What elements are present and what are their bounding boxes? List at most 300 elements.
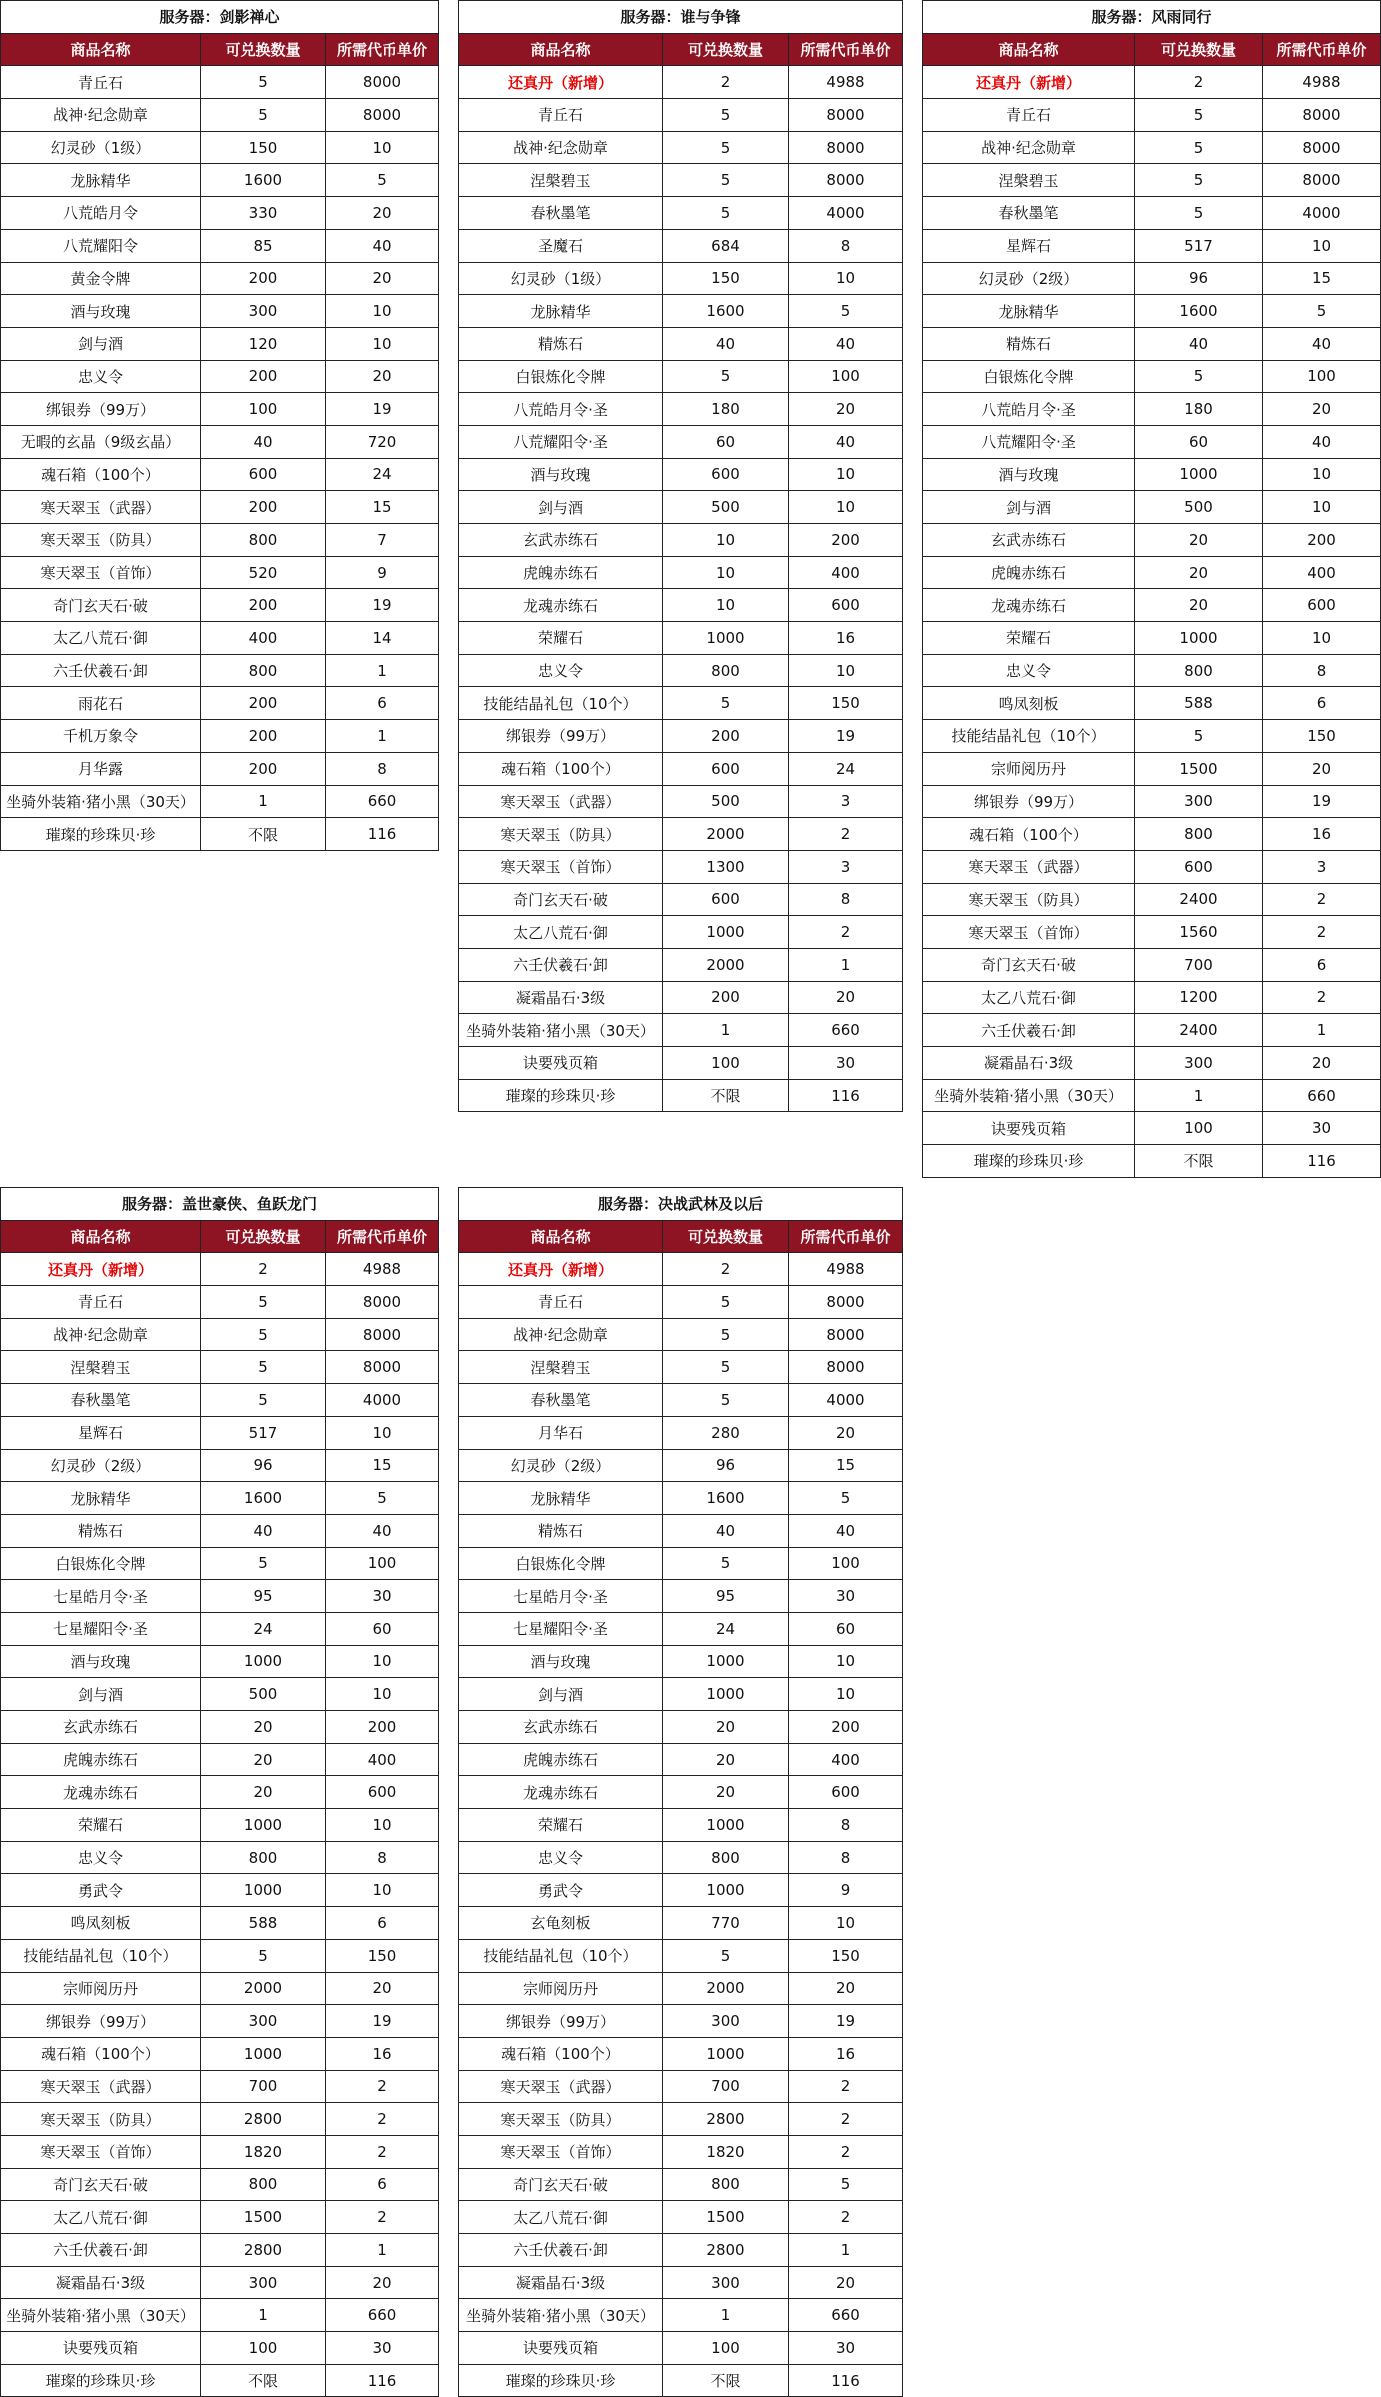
item-name-cell: 春秋墨笔 [459,1384,663,1417]
quantity-cell: 1820 [201,2135,326,2168]
table-row [1,785,439,818]
unit-price-cell: 8 [326,752,439,785]
item-name-cell: 太乙八荒石·御 [459,916,663,949]
server-table-4 [0,1187,439,2397]
unit-price-cell: 10 [1263,229,1381,262]
table-row [1,1678,439,1711]
item-name-cell: 技能结晶礼包（10个） [459,1939,663,1972]
table-row [459,99,903,132]
table-row [459,425,903,458]
quantity-cell: 2800 [663,2103,789,2136]
unit-price-cell: 24 [326,458,439,491]
unit-price-cell: 15 [326,491,439,524]
server-title: 服务器：剑影禅心 [1,1,439,34]
item-name-cell: 璀璨的珍珠贝·珍 [923,1145,1135,1178]
table-row [1,1776,439,1809]
table-row [1,556,439,589]
unit-price-cell: 15 [1263,262,1381,295]
quantity-cell: 1600 [201,1482,326,1515]
unit-price-cell: 8000 [789,131,903,164]
item-name-cell: 精炼石 [459,327,663,360]
item-name-cell: 青丘石 [1,66,201,99]
item-name-cell: 幻灵砂（2级） [459,1449,663,1482]
item-name-cell: 还真丹（新增） [459,1253,663,1286]
table-row [459,131,903,164]
table-row [459,622,903,655]
column-header-unit-price: 所需代币单价 [1263,33,1381,66]
item-name-cell: 荣耀石 [923,622,1135,655]
table-row [923,524,1381,557]
table-row [1,1972,439,2005]
unit-price-cell: 8 [789,229,903,262]
unit-price-cell: 19 [326,2005,439,2038]
item-name-cell: 圣魔石 [459,229,663,262]
item-name-cell: 青丘石 [1,1286,201,1319]
table-row [459,327,903,360]
item-name-cell: 璀璨的珍珠贝·珍 [459,2364,663,2397]
item-name-cell: 龙脉精华 [459,1482,663,1515]
table-row [459,491,903,524]
item-name-cell: 七星皓月令·圣 [459,1580,663,1613]
item-name-cell: 涅槃碧玉 [459,1351,663,1384]
table-row [1,1809,439,1842]
unit-price-cell: 40 [789,327,903,360]
unit-price-cell: 100 [1263,360,1381,393]
item-name-cell: 寒天翠玉（武器） [1,491,201,524]
table-row [459,720,903,753]
item-name-cell: 玄龟刻板 [459,1907,663,1940]
unit-price-cell: 40 [326,229,439,262]
table-row [1,2364,439,2397]
table-row [1,1939,439,1972]
item-name-cell: 八荒皓月令 [1,197,201,230]
item-name-cell: 龙魂赤练石 [459,589,663,622]
unit-price-cell: 20 [326,1972,439,2005]
item-name-cell: 凝霜晶石·3级 [923,1047,1135,1080]
quantity-cell: 100 [201,2332,326,2365]
table-row [459,1047,903,1080]
item-name-cell: 宗师阅历丹 [923,752,1135,785]
item-name-cell: 璀璨的珍珠贝·珍 [459,1079,663,1112]
unit-price-cell: 1 [789,948,903,981]
unit-price-cell: 15 [789,1449,903,1482]
quantity-cell: 300 [201,295,326,328]
table-row [1,425,439,458]
table-row [459,262,903,295]
unit-price-cell: 400 [789,1743,903,1776]
item-name-cell: 战神·纪念勋章 [1,99,201,132]
unit-price-cell: 116 [789,1079,903,1112]
quantity-cell: 200 [201,491,326,524]
unit-price-cell: 4000 [326,1384,439,1417]
item-name-cell: 六壬伏羲石·卸 [1,654,201,687]
unit-price-cell: 16 [789,622,903,655]
unit-price-cell: 400 [1263,556,1381,589]
table-row [923,720,1381,753]
unit-price-cell: 19 [789,720,903,753]
quantity-cell: 5 [663,1351,789,1384]
quantity-cell: 800 [201,1841,326,1874]
unit-price-cell: 660 [789,1014,903,1047]
quantity-cell: 200 [201,687,326,720]
quantity-cell: 不限 [1135,1145,1263,1178]
unit-price-cell: 3 [1263,850,1381,883]
item-name-cell: 寒天翠玉（防具） [1,524,201,557]
table-row [1,295,439,328]
unit-price-cell: 100 [789,360,903,393]
item-name-cell: 技能结晶礼包（10个） [1,1939,201,1972]
unit-price-cell: 8000 [789,99,903,132]
table-row [459,1482,903,1515]
table-row [923,785,1381,818]
item-name-cell: 八荒皓月令·圣 [459,393,663,426]
unit-price-cell: 4988 [1263,66,1381,99]
unit-price-cell: 8000 [789,1318,903,1351]
quantity-cell: 150 [201,131,326,164]
unit-price-cell: 8000 [789,164,903,197]
table-row [1,229,439,262]
table-row [459,1253,903,1286]
item-name-cell: 凝霜晶石·3级 [1,2266,201,2299]
table-row [1,2168,439,2201]
unit-price-cell: 1 [326,654,439,687]
column-header-quantity: 可兑换数量 [663,33,789,66]
item-name-cell: 春秋墨笔 [1,1384,201,1417]
unit-price-cell: 16 [326,2037,439,2070]
quantity-cell: 600 [663,883,789,916]
quantity-cell: 5 [663,1318,789,1351]
item-name-cell: 奇门玄天石·破 [923,948,1135,981]
item-name-cell: 凝霜晶石·3级 [459,981,663,1014]
quantity-cell: 40 [201,1514,326,1547]
unit-price-cell: 150 [789,1939,903,1972]
quantity-cell: 2800 [663,2234,789,2267]
unit-price-cell: 10 [326,1678,439,1711]
quantity-cell: 1000 [201,1645,326,1678]
table-row [1,99,439,132]
quantity-cell: 60 [663,425,789,458]
item-name-cell: 还真丹（新增） [459,66,663,99]
unit-price-cell: 4000 [789,197,903,230]
table-row [923,1145,1381,1178]
item-name-cell: 忠义令 [1,1841,201,1874]
item-name-cell: 诀要残页箱 [459,1047,663,1080]
quantity-cell: 5 [201,1286,326,1319]
table-row [459,850,903,883]
quantity-cell: 5 [201,1939,326,1972]
quantity-cell: 200 [201,589,326,622]
quantity-cell: 5 [201,99,326,132]
unit-price-cell: 10 [326,1809,439,1842]
table-row [459,981,903,1014]
table-row [1,131,439,164]
item-name-cell: 战神·纪念勋章 [459,1318,663,1351]
unit-price-cell: 600 [326,1776,439,1809]
unit-price-cell: 20 [789,1416,903,1449]
item-name-cell: 忠义令 [459,654,663,687]
table-row [459,1286,903,1319]
table-row [923,425,1381,458]
item-name-cell: 绑银券（99万） [923,785,1135,818]
quantity-cell: 800 [1135,818,1263,851]
quantity-cell: 120 [201,327,326,360]
item-name-cell: 白银炼化令牌 [459,360,663,393]
unit-price-cell: 6 [326,2168,439,2201]
quantity-cell: 180 [1135,393,1263,426]
item-name-cell: 太乙八荒石·御 [1,2201,201,2234]
table-row [923,491,1381,524]
item-name-cell: 七星耀阳令·圣 [459,1612,663,1645]
item-name-cell: 诀要残页箱 [459,2332,663,2365]
quantity-cell: 20 [1135,589,1263,622]
table-row [1,1874,439,1907]
unit-price-cell: 660 [326,2299,439,2332]
table-row [1,2266,439,2299]
item-name-cell: 酒与玫瑰 [1,1645,201,1678]
table-row [923,556,1381,589]
unit-price-cell: 4000 [1263,197,1381,230]
item-name-cell: 奇门玄天石·破 [459,883,663,916]
item-name-cell: 勇武令 [459,1874,663,1907]
column-header-quantity: 可兑换数量 [1135,33,1263,66]
item-name-cell: 寒天翠玉（防具） [923,883,1135,916]
item-name-cell: 奇门玄天石·破 [1,589,201,622]
item-name-cell: 虎魄赤练石 [459,1743,663,1776]
quantity-cell: 20 [663,1776,789,1809]
unit-price-cell: 2 [789,2070,903,2103]
item-name-cell: 八荒耀阳令·圣 [459,425,663,458]
quantity-cell: 500 [663,491,789,524]
item-name-cell: 虎魄赤练石 [1,1743,201,1776]
unit-price-cell: 8000 [326,1286,439,1319]
unit-price-cell: 8000 [1263,164,1381,197]
quantity-cell: 2 [663,66,789,99]
unit-price-cell: 10 [326,1874,439,1907]
table-row [1,2234,439,2267]
quantity-cell: 1560 [1135,916,1263,949]
item-name-cell: 幻灵砂（2级） [923,262,1135,295]
item-name-cell: 千机万象令 [1,720,201,753]
item-name-cell: 寒天翠玉（防具） [459,2103,663,2136]
unit-price-cell: 2 [789,2135,903,2168]
table-row [459,687,903,720]
unit-price-cell: 40 [1263,425,1381,458]
unit-price-cell: 20 [326,360,439,393]
table-row [1,1449,439,1482]
table-row [459,785,903,818]
item-name-cell: 六壬伏羲石·卸 [459,948,663,981]
unit-price-cell: 10 [789,458,903,491]
table-row [1,752,439,785]
quantity-cell: 1600 [1135,295,1263,328]
quantity-cell: 10 [663,524,789,557]
quantity-cell: 1000 [201,1874,326,1907]
unit-price-cell: 10 [789,262,903,295]
quantity-cell: 60 [1135,425,1263,458]
column-header-unit-price: 所需代币单价 [326,1220,439,1253]
item-name-cell: 诀要残页箱 [1,2332,201,2365]
item-name-cell: 坐骑外装箱·猪小黑（30天） [459,1014,663,1047]
quantity-cell: 1600 [201,164,326,197]
table-row [459,393,903,426]
unit-price-cell: 2 [1263,916,1381,949]
quantity-cell: 2800 [201,2103,326,2136]
quantity-cell: 1 [1135,1079,1263,1112]
quantity-cell: 280 [663,1416,789,1449]
item-name-cell: 技能结晶礼包（10个） [923,720,1135,753]
table-row [1,1580,439,1613]
table-row [923,883,1381,916]
unit-price-cell: 8000 [326,1318,439,1351]
table-row [459,2070,903,2103]
table-row [459,2037,903,2070]
quantity-cell: 5 [663,1286,789,1319]
table-row [1,66,439,99]
table-row [1,524,439,557]
item-name-cell: 忠义令 [459,1841,663,1874]
quantity-cell: 770 [663,1907,789,1940]
quantity-cell: 200 [663,981,789,1014]
table-row [923,1112,1381,1145]
table-row [459,1874,903,1907]
unit-price-cell: 4000 [789,1384,903,1417]
unit-price-cell: 1 [326,720,439,753]
table-row [459,360,903,393]
table-row [923,818,1381,851]
item-name-cell: 七星皓月令·圣 [1,1580,201,1613]
item-name-cell: 剑与酒 [923,491,1135,524]
quantity-cell: 100 [663,1047,789,1080]
unit-price-cell: 14 [326,622,439,655]
column-header-unit-price: 所需代币单价 [326,33,439,66]
table-row [459,1711,903,1744]
unit-price-cell: 8 [789,1841,903,1874]
table-row [1,2201,439,2234]
quantity-cell: 800 [201,654,326,687]
item-name-cell: 幻灵砂（1级） [459,262,663,295]
table-row [1,1384,439,1417]
table-row [1,2005,439,2038]
quantity-cell: 520 [201,556,326,589]
item-name-cell: 酒与玫瑰 [1,295,201,328]
unit-price-cell: 30 [789,1580,903,1613]
quantity-cell: 20 [663,1711,789,1744]
item-name-cell: 涅槃碧玉 [459,164,663,197]
item-name-cell: 技能结晶礼包（10个） [459,687,663,720]
unit-price-cell: 9 [789,1874,903,1907]
item-name-cell: 八荒耀阳令·圣 [923,425,1135,458]
quantity-cell: 5 [1135,99,1263,132]
quantity-cell: 5 [1135,197,1263,230]
quantity-cell: 684 [663,229,789,262]
item-name-cell: 绑银券（99万） [1,393,201,426]
unit-price-cell: 116 [1263,1145,1381,1178]
table-row [1,720,439,753]
table-row [459,2364,903,2397]
quantity-cell: 95 [663,1580,789,1613]
server-table-3 [922,0,1381,1178]
quantity-cell: 5 [663,360,789,393]
table-row [1,2299,439,2332]
item-name-cell: 勇武令 [1,1874,201,1907]
item-name-cell: 剑与酒 [1,1678,201,1711]
quantity-cell: 600 [663,752,789,785]
quantity-cell: 10 [663,589,789,622]
table-row [1,1416,439,1449]
item-name-cell: 寒天翠玉（武器） [459,2070,663,2103]
table-row [1,491,439,524]
table-row [923,360,1381,393]
quantity-cell: 800 [663,1841,789,1874]
item-name-cell: 剑与酒 [1,327,201,360]
unit-price-cell: 200 [326,1711,439,1744]
table-row [459,1014,903,1047]
item-name-cell: 星辉石 [1,1416,201,1449]
unit-price-cell: 600 [1263,589,1381,622]
unit-price-cell: 10 [1263,491,1381,524]
unit-price-cell: 3 [789,850,903,883]
unit-price-cell: 100 [789,1547,903,1580]
item-name-cell: 坐骑外装箱·猪小黑（30天） [923,1079,1135,1112]
item-name-cell: 玄武赤练石 [459,524,663,557]
server-title: 服务器：盖世豪侠、鱼跃龙门 [1,1188,439,1221]
table-row [923,131,1381,164]
table-row [459,1678,903,1711]
unit-price-cell: 150 [789,687,903,720]
table-row [923,66,1381,99]
item-name-cell: 龙魂赤练石 [459,1776,663,1809]
unit-price-cell: 60 [326,1612,439,1645]
quantity-cell: 1300 [663,850,789,883]
item-name-cell: 太乙八荒石·御 [1,622,201,655]
unit-price-cell: 10 [326,327,439,360]
item-name-cell: 白银炼化令牌 [1,1547,201,1580]
unit-price-cell: 30 [789,2332,903,2365]
quantity-cell: 300 [1135,1047,1263,1080]
table-row [1,654,439,687]
table-row [459,2103,903,2136]
quantity-cell: 5 [663,131,789,164]
unit-price-cell: 2 [1263,981,1381,1014]
quantity-cell: 2000 [663,948,789,981]
quantity-cell: 700 [201,2070,326,2103]
quantity-cell: 500 [663,785,789,818]
table-row [459,1580,903,1613]
quantity-cell: 5 [663,164,789,197]
item-name-cell: 战神·纪念勋章 [459,131,663,164]
table-row [459,589,903,622]
item-name-cell: 龙脉精华 [1,1482,201,1515]
table-row [1,360,439,393]
item-name-cell: 青丘石 [459,1286,663,1319]
quantity-cell: 300 [201,2005,326,2038]
quantity-cell: 5 [663,687,789,720]
unit-price-cell: 30 [789,1047,903,1080]
quantity-cell: 1820 [663,2135,789,2168]
table-row [459,295,903,328]
unit-price-cell: 6 [1263,687,1381,720]
table-row [459,948,903,981]
quantity-cell: 2800 [201,2234,326,2267]
table-row [923,393,1381,426]
quantity-cell: 100 [201,393,326,426]
quantity-cell: 200 [201,720,326,753]
unit-price-cell: 3 [789,785,903,818]
table-row [1,1841,439,1874]
table-row [459,1907,903,1940]
quantity-cell: 588 [201,1907,326,1940]
item-name-cell: 龙魂赤练石 [923,589,1135,622]
